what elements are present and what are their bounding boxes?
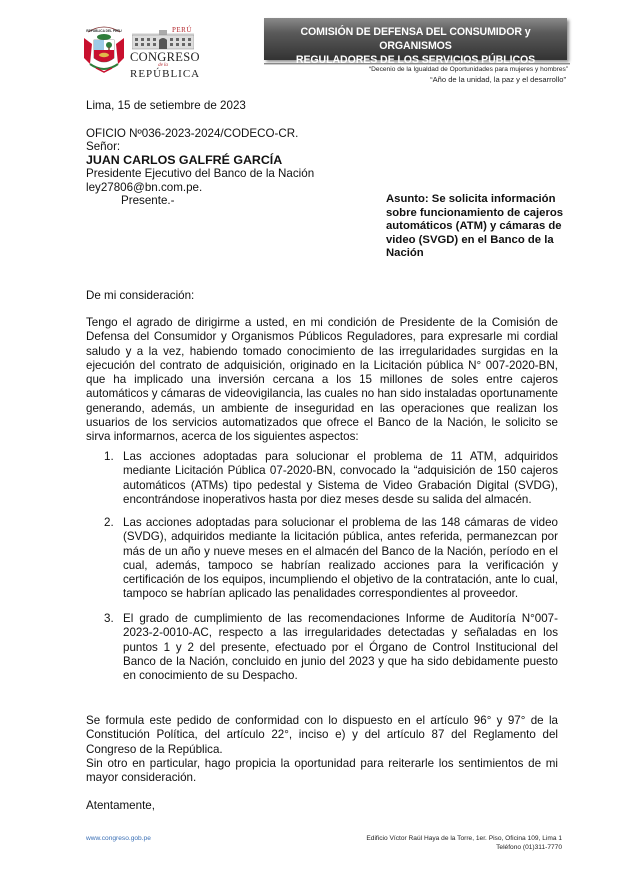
decade-motto: “Decenio de la Igualdad de Oportunidades para mujeres y hombres”: [368, 66, 568, 73]
commission-title-box: [264, 18, 567, 66]
subject-block: Asunto: Se solicita información sobre funcionamiento de cajeros automáticos (ATM) y cámaras de video (SVGD) en el Banco de la Nación: [386, 193, 564, 260]
coat-of-arms-icon: [82, 24, 126, 78]
footer-address-line: Edificio Víctor Raúl Haya de la Torre, 1er. Piso, Oficina 109, Lima 1: [366, 835, 562, 842]
footer-website-link[interactable]: www.congreso.gob.pe: [86, 835, 151, 842]
logo-dela-text: de la: [158, 63, 168, 68]
logo-republica-text: REPÚBLICA: [130, 68, 201, 80]
year-motto: “Año de la unidad, la paz y el desarrollo”: [430, 75, 566, 84]
logo-congreso-text: CONGRESO: [130, 50, 200, 64]
closing-paragraph: Sin otro en particular, hago propicia la oportunidad para reiterarle los sentimientos de mi mayor consideración.: [86, 757, 558, 785]
list-item-text: El grado de cumplimiento de las recomendaciones Informe de Auditoría N°007-2023-2-0010-AC, respecto a las irregularidades detectadas y señaladas en los puntos 1 y 2 del presente, efectuado por el Órgano de Control Institucional del Banco de la Nación, concluido en junio del 2023 y que ha sido debidamente puesto en conocimiento de su Despacho.: [123, 612, 558, 683]
addressee-name: JUAN CARLOS GALFRÉ GARCÍA: [86, 153, 283, 167]
header-divider: [264, 63, 570, 65]
letter-date: Lima, 15 de setiembre de 2023: [86, 99, 246, 112]
list-item-text: Las acciones adoptadas para solucionar el problema de 11 ATM, adquiridos mediante Licitación Pública 07-2020-BN, convocado la “adquisición de 150 cajeros automáticos (ATMs) tipo pedestal y Sistema de Video Grabación Digital (SVDG), encontrándose inoperativos hasta por diez meses desde su salida del almacén.: [123, 450, 558, 506]
list-item-number: 2.: [104, 516, 114, 529]
commission-title-line2: REGULADORES DE LOS SERVICIOS PÚBLICOS: [295, 54, 536, 66]
signoff: Atentamente,: [86, 799, 155, 812]
letterhead: [0, 0, 620, 95]
salutation-title: Señor:: [86, 140, 121, 153]
congress-building-icon: [132, 30, 194, 50]
intro-paragraph: Tengo el agrado de dirigirme a usted, en mi condición de Presidente de la Comisión de Defensa del Consumidor y Organismos Públicos Reguladores, para expresarle mi cordial saludo y a la vez, habiendo tomado conocimiento de las irregularidades surgidas en la ejecución del contrato de adquisición, originado en la Licitación pública N° 007-2020-BN, que ha implicado una inversión cercana a los 15 millones de soles entre cajeros automáticos y cámaras de videovigilancia, las cuales no han sido instaladas oportunamente generando, además, un ambiente de inseguridad en las operaciones que realizan los usuarios de los servicios automatizados que ofrece el Banco de la Nación, le solicito se sirva informarnos, acerca de los siguientes aspectos:: [86, 316, 558, 444]
legal-basis-paragraph: Se formula este pedido de conformidad con lo dispuesto en el artículo 96° y 97° de la Constitución Política, del artículo 22°, inciso e) y del artículo 87 del Reglamento del Congreso de la República.: [86, 714, 558, 756]
commission-title-line1: COMISIÓN DE DEFENSA DEL CONSUMIDOR y ORGANISMOS: [300, 26, 531, 52]
footer-phone: Teléfono (01)311-7770: [496, 844, 562, 851]
footer-address: [366, 834, 562, 852]
logo-peru-text: PERÚ: [172, 26, 192, 34]
list-item-text: Las acciones adoptadas para solucionar el problema de las 148 cámaras de video (SVDG), adquiridos mediante la licitación pública, antes referida, permanezcan por más de un año y nueve meses en el almacén del Banco de la Nación, período en el cual, además, tampoco se habrían realizado acciones para la verificación y certificación de los equipos, incumpliendo el objetivo de la contratación, ante lo cual, tampoco se habrían aplicado las penalidades correspondientes al proveedor.: [123, 516, 558, 601]
greeting: De mi consideración:: [86, 289, 195, 302]
list-item-number: 1.: [104, 450, 114, 463]
oficio-number: OFICIO Nº036-2023-2024/CODECO-CR.: [86, 127, 299, 140]
list-item-number: 3.: [104, 612, 114, 625]
presente-text: Presente.-: [121, 194, 175, 207]
congreso-logo: [130, 26, 201, 80]
svg-text:REPUBLICA DEL PERU: REPUBLICA DEL PERU: [86, 29, 122, 33]
addressee-email[interactable]: ley27806@bn.com.pe.: [86, 181, 203, 194]
addressee-title: Presidente Ejecutivo del Banco de la Nación: [86, 167, 315, 180]
